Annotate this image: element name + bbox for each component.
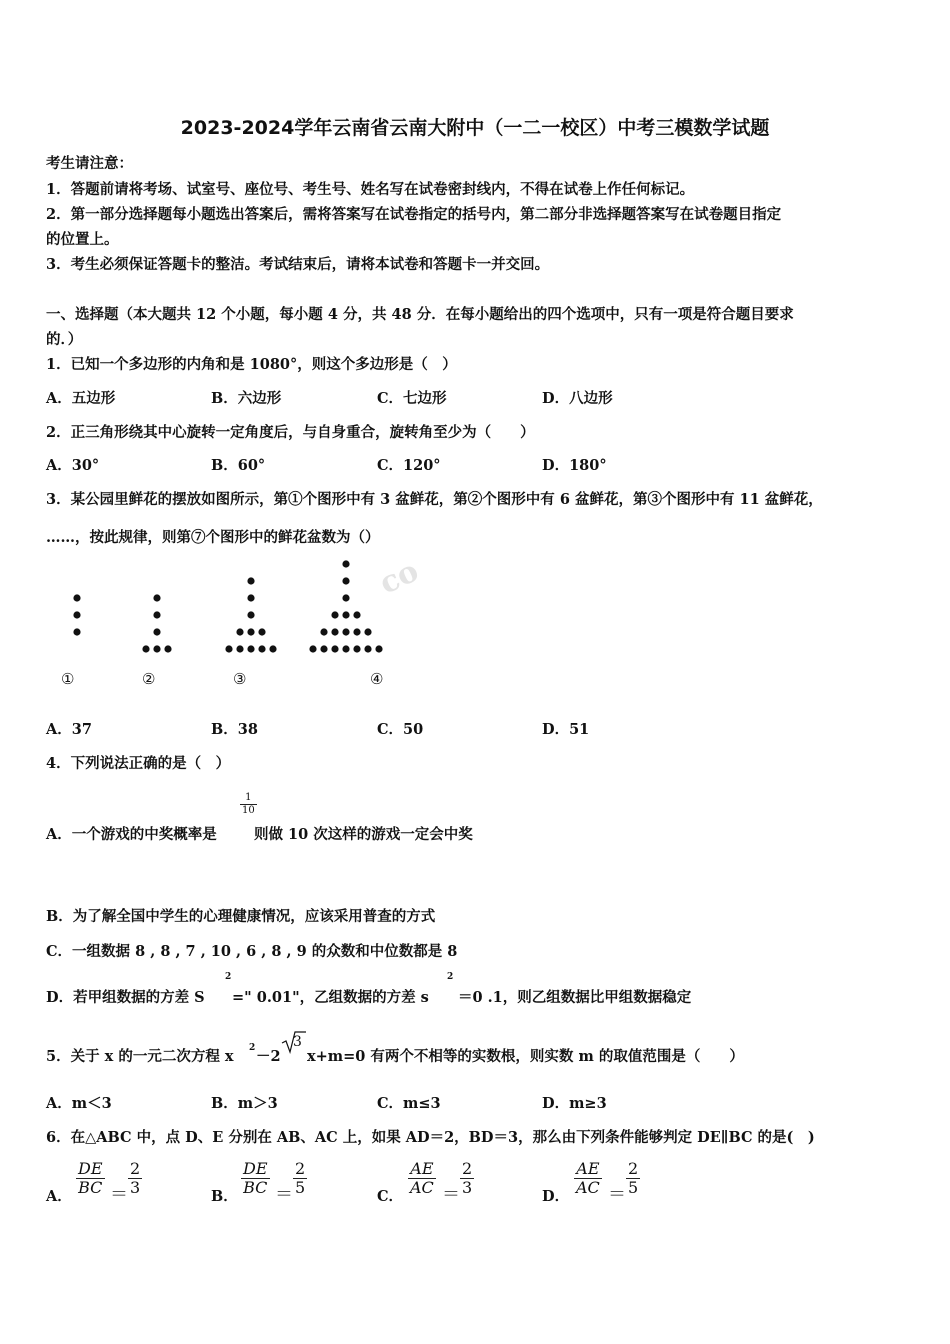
q4-option-a: A．一个游戏的中奖概率是: [46, 826, 217, 843]
q6-option-a-label: A．: [46, 1188, 72, 1205]
q4-option-c: C．一组数据 8 , 8 , 7 , 10 , 6 , 8 , 9 的众数和中位数都是 8: [46, 943, 458, 960]
q2-option-b: B．60°: [211, 457, 266, 474]
fraction-numerator: 2: [295, 1159, 306, 1178]
q6-option-d-lhs: [574, 1160, 602, 1197]
q2-option-a: A．30°: [46, 457, 100, 474]
q3-option-a: A．37: [46, 721, 92, 738]
equals-sign: ＝: [110, 1184, 128, 1205]
q5-option-b: B．m＞3: [211, 1095, 278, 1112]
q6-option-a-lhs: [76, 1160, 105, 1197]
q3-option-d: D．51: [542, 721, 590, 738]
q4-option-a-cont: 则做 10 次这样的游戏一定会中奖: [254, 826, 473, 843]
flower-dot: [353, 645, 360, 652]
flower-dot: [331, 628, 338, 635]
q6-option-d-label: D．: [542, 1188, 570, 1205]
figure-label-2: ②: [142, 670, 156, 688]
flower-dot: [225, 645, 232, 652]
pattern-2: [142, 594, 171, 652]
q1-option-b: B．六边形: [211, 390, 282, 407]
flower-dot: [320, 645, 327, 652]
flower-dot: [269, 645, 276, 652]
flower-dot: [247, 594, 254, 601]
flower-dot: [247, 577, 254, 584]
q1-option-d: D．八边形: [542, 390, 613, 407]
q5-option-c: C．m≤3: [377, 1095, 441, 1112]
question-1-stem: 1．已知一个多边形的内角和是 1080°，则这个多边形是（ ）: [46, 356, 457, 373]
flower-dot: [331, 611, 338, 618]
section-heading: 一、选择题（本大题共 12 个小题，每小题 4 分，共 48 分．在每小题给出的四个选项中，只有一项是符合题目要求: [46, 306, 794, 323]
question-5-stem-cont: x+m=0 有两个不相等的实数根，则实数 m 的取值范围是（ ）: [307, 1048, 744, 1065]
q6-option-b-rhs: [293, 1160, 307, 1197]
q1-option-c: C．七边形: [377, 390, 447, 407]
flower-dot: [153, 594, 160, 601]
fraction-numerator: AE: [574, 1160, 602, 1179]
q5-option-a: A．m＜3: [46, 1095, 112, 1112]
fraction-denominator: 5: [295, 1178, 306, 1197]
superscript-2: 2: [447, 972, 454, 982]
flower-dot: [353, 628, 360, 635]
q6-option-a-rhs: [128, 1160, 142, 1197]
fraction-denominator: AC: [576, 1178, 600, 1197]
fraction-numerator: 2: [628, 1159, 639, 1178]
flower-dot: [247, 645, 254, 652]
flower-dot: [342, 594, 349, 601]
q5-option-d: D．m≥3: [542, 1095, 607, 1112]
notice-item: 3．考生必须保证答题卡的整洁。考试结束后，请将本试卷和答题卡一并交回。: [46, 256, 550, 273]
q4-option-d: D．若甲组数据的方差 S: [46, 989, 205, 1006]
flower-dot: [164, 645, 171, 652]
q3-option-b: B．38: [211, 721, 258, 738]
fraction-numerator: DE: [243, 1159, 268, 1178]
flower-dot: [258, 645, 265, 652]
flower-dot: [258, 628, 265, 635]
equals-sign: ＝: [275, 1184, 293, 1205]
q1-option-a: A．五边形: [46, 390, 116, 407]
figure-label-1: ①: [61, 670, 75, 688]
pattern-4: [309, 560, 382, 652]
q4-option-d-mid: =" 0.01"，乙组数据的方差 s: [232, 989, 429, 1006]
flower-dot: [320, 628, 327, 635]
pattern-3: [225, 577, 276, 652]
notice-item: 的位置上。: [46, 231, 119, 248]
flower-dot: [73, 628, 80, 635]
fraction-numerator: DE: [78, 1159, 103, 1178]
q6-option-c-label: C．: [377, 1188, 404, 1205]
flower-dot: [342, 577, 349, 584]
page-title: 2023-2024学年云南省云南大附中（一二一校区）中考三模数学试题: [180, 117, 770, 139]
notice-item: 1．答题前请将考场、试室号、座位号、考生号、姓名写在试卷密封线内，不得在试卷上作任何标记。: [46, 181, 695, 198]
probability-fraction: [240, 792, 257, 817]
q6-option-c-rhs: [460, 1160, 474, 1197]
flower-dot: [153, 645, 160, 652]
flower-dot: [73, 594, 80, 601]
superscript-2: 2: [249, 1043, 256, 1053]
question-5-coef: －2: [256, 1048, 281, 1065]
flower-dot: [342, 560, 349, 567]
question-3-stem: 3．某公园里鲜花的摆放如图所示，第①个图形中有 3 盆鲜花，第②个图形中有 6 盆鲜花，第③个图形中有 11 盆鲜花，: [46, 491, 823, 508]
q4-option-d-end: ＝0 .1，则乙组数据比甲组数据稳定: [458, 989, 692, 1006]
flower-dot: [353, 611, 360, 618]
question-5-stem: 5．关于 x 的一元二次方程 x: [46, 1048, 234, 1065]
flower-dot: [236, 645, 243, 652]
q2-option-c: C．120°: [377, 457, 441, 474]
fraction-denominator: 3: [130, 1178, 141, 1197]
fraction-denominator: 5: [628, 1178, 639, 1197]
flower-dot: [153, 611, 160, 618]
question-4-stem: 4．下列说法正确的是（ ）: [46, 755, 231, 772]
flower-pattern-figure: [50, 552, 410, 667]
equals-sign: ＝: [608, 1184, 626, 1205]
figure-label-3: ③: [233, 670, 247, 688]
flower-dot: [342, 645, 349, 652]
fraction-denominator: 10: [242, 805, 255, 816]
flower-dot: [364, 645, 371, 652]
flower-dot: [342, 628, 349, 635]
question-2-stem: 2．正三角形绕其中心旋转一定角度后，与自身重合，旋转角至少为（ ）: [46, 424, 535, 441]
flower-dot: [375, 645, 382, 652]
notice-item: 2．第一部分选择题每小题选出答案后，需将答案写在试卷指定的括号内，第二部分非选择题答案写在试卷题目指定: [46, 206, 782, 223]
q6-option-b-label: B．: [211, 1188, 238, 1205]
flower-dot: [331, 645, 338, 652]
q3-option-c: C．50: [377, 721, 424, 738]
equals-sign: ＝: [442, 1184, 460, 1205]
fraction-denominator: BC: [243, 1178, 268, 1197]
figure-label-4: ④: [370, 670, 384, 688]
flower-dot: [73, 611, 80, 618]
notice-heading: 考生请注意：: [46, 155, 133, 172]
pattern-1: [73, 594, 80, 635]
question-6-stem: 6．在△ABC 中，点 D、E 分别在 AB、AC 上，如果 AD＝2，BD＝3，那么由下列条件能够判定 DE∥BC 的是( ): [46, 1129, 815, 1146]
fraction-denominator: AC: [410, 1178, 434, 1197]
flower-dot: [247, 628, 254, 635]
flower-dot: [236, 628, 243, 635]
fraction-numerator: 2: [462, 1159, 473, 1178]
flower-dot: [142, 645, 149, 652]
fraction-denominator: 3: [462, 1178, 473, 1197]
fraction-numerator: AE: [408, 1160, 436, 1179]
fraction-denominator: BC: [78, 1178, 103, 1197]
flower-dot: [247, 611, 254, 618]
flower-dot: [153, 628, 160, 635]
fraction-numerator: 2: [130, 1159, 141, 1178]
section-heading-cont: 的．）: [46, 331, 83, 348]
question-3-stem-cont: ……，按此规律，则第⑦个图形中的鲜花盆数为（）: [46, 529, 380, 546]
q6-option-c-lhs: [408, 1160, 436, 1197]
q6-option-b-lhs: [241, 1160, 270, 1197]
flower-dot: [364, 628, 371, 635]
fraction-numerator: 1: [240, 792, 257, 805]
q4-option-b: B．为了解全国中学生的心理健康情况，应该采用普查的方式: [46, 908, 436, 925]
q2-option-d: D．180°: [542, 457, 607, 474]
flower-dot: [309, 645, 316, 652]
sqrt-radicand: 3: [293, 1034, 302, 1050]
q6-option-d-rhs: [626, 1160, 640, 1197]
superscript-2: 2: [225, 972, 232, 982]
watermark: co: [374, 553, 424, 602]
flower-dot: [342, 611, 349, 618]
